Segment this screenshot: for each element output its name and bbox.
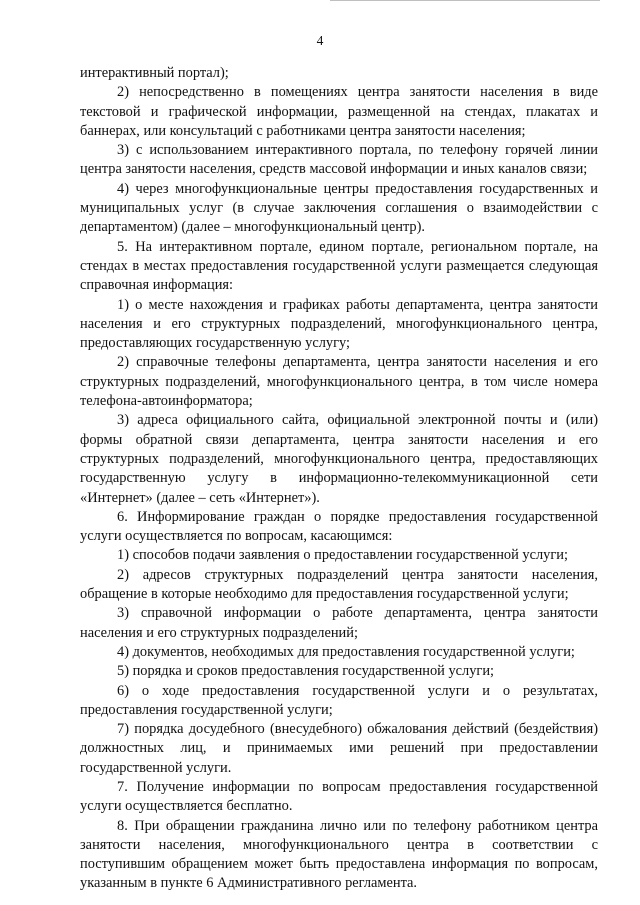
paragraph: 8. При обращении гражданина лично или по телефону работником центра занятости населения, многофункционального центра в соответствии с поступившим обращением может быть предоставлена информация по вопросам, указанным в пункте 6 Административного регламента. xyxy=(80,817,598,892)
paragraph: 6. Информирование граждан о порядке предоставления государственной услуги осуществляется по вопросам, касающимся: xyxy=(80,508,598,545)
paragraph: 7) порядка досудебного (внесудебного) обжалования действий (бездействия) должностных лиц, и принимаемых ими решений при предоставлении государственной услуги. xyxy=(80,721,598,776)
paragraph: 3) справочной информации о работе департамента, центра занятости населения и его структурных подразделений; xyxy=(80,605,598,641)
paragraph: 1) о месте нахождения и графиках работы департамента, центра занятости населения и его структурных подразделений, многофункционального центра, предоставляющих государственную услугу; xyxy=(80,296,598,352)
paragraph: 5. На интерактивном портале, едином портале, региональном портале, на стендах в местах предоставления государственной услуги размещается следующая справочная информация: xyxy=(80,238,598,294)
paragraph: 3) адреса официального сайта, официальной электронной почты и (или) формы обратной связи департамента, центра занятости населения и его структурных подразделений, многофункционального центра, предоставляющих государственную услугу в информационно-телекоммуникационной сети «Интернет» (далее – сеть «Интернет»). xyxy=(80,412,598,506)
paragraph: 4) документов, необходимых для предоставления государственной услуги; xyxy=(117,643,575,660)
document-body xyxy=(80,64,598,894)
paragraph: интерактивный портал); xyxy=(80,65,229,81)
paragraph: 2) адресов структурных подразделений центра занятости населения, обращение в которые необходимо для предоставления государственной услуги; xyxy=(80,566,598,603)
paragraph: 3) с использованием интерактивного портала, по телефону горячей линии центра занятости населения, средств массовой информации и иных каналов связи; xyxy=(80,142,598,178)
paragraph: 2) непосредственно в помещениях центра занятости населения в виде текстовой и графической информации, размещенной на стендах, плакатах и баннерах, или консультаций с работниками центра занятости населения; xyxy=(80,84,598,139)
paragraph: 4) через многофункциональные центры предоставления государственных и муниципальных услуг (в случае заключения соглашения о взаимодействии с департаментом) (далее – многофункциональный центр). xyxy=(80,180,598,236)
paragraph: 7. Получение информации по вопросам предоставления государственной услуги осуществляется бесплатно. xyxy=(80,778,598,815)
paragraph: 1) способов подачи заявления о предоставлении государственной услуги; xyxy=(117,547,568,564)
paragraph: 6) о ходе предоставления государственной услуги и о результатах, предоставления государственной услуги; xyxy=(80,682,598,718)
top-edge-line xyxy=(330,0,600,1)
paragraph: 2) справочные телефоны департамента, центра занятости населения и его структурных подразделений, многофункционального центра, в том числе номера телефона-автоинформатора; xyxy=(80,354,598,410)
paragraph: 5) порядка и сроков предоставления государственной услуги; xyxy=(117,663,495,680)
page-number: 4 xyxy=(316,33,324,48)
